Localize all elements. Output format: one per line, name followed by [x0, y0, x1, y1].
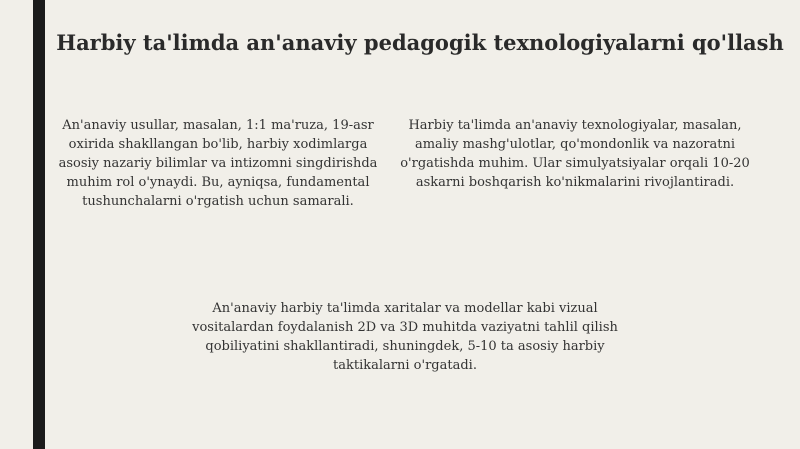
- paragraph-traditional-methods: An'anaviy usullar, masalan, 1:1 ma'ruza, 19-asr oxirida shakllangan bo'lib, harbiy xodimlarga asosiy nazariy bilimlar va intizomni singdirishda muhim rol o'ynaydi. Bu, ayniqsa, fundamental tushunchalarni o'rgatish uchun samarali.: [58, 118, 378, 209]
- slide-title: Harbiy ta'limda an'anaviy pedagogik texnologiyalarni qo'llash: [56, 30, 784, 55]
- accent-bar: [33, 0, 45, 449]
- paragraph-visual-tools: An'anaviy harbiy ta'limda xaritalar va modellar kabi vizual vositalardan foydalanish 2D va 3D muhitda vaziyatni tahlil qilish qobiliyatini shakllantiradi, shuningdek, 5-10 ta asosiy harbiy taktikalarni o'rgatadi.: [192, 301, 618, 373]
- paragraph-practical-training: Harbiy ta'limda an'anaviy texnologiyalar, masalan, amaliy mashg'ulotlar, qo'mondonlik va nazoratni o'rgatishda muhim. Ular simulyatsiyalar orqali 10-20 askarni boshqarish ko'nikmalarini rivojlantiradi.: [400, 118, 750, 190]
